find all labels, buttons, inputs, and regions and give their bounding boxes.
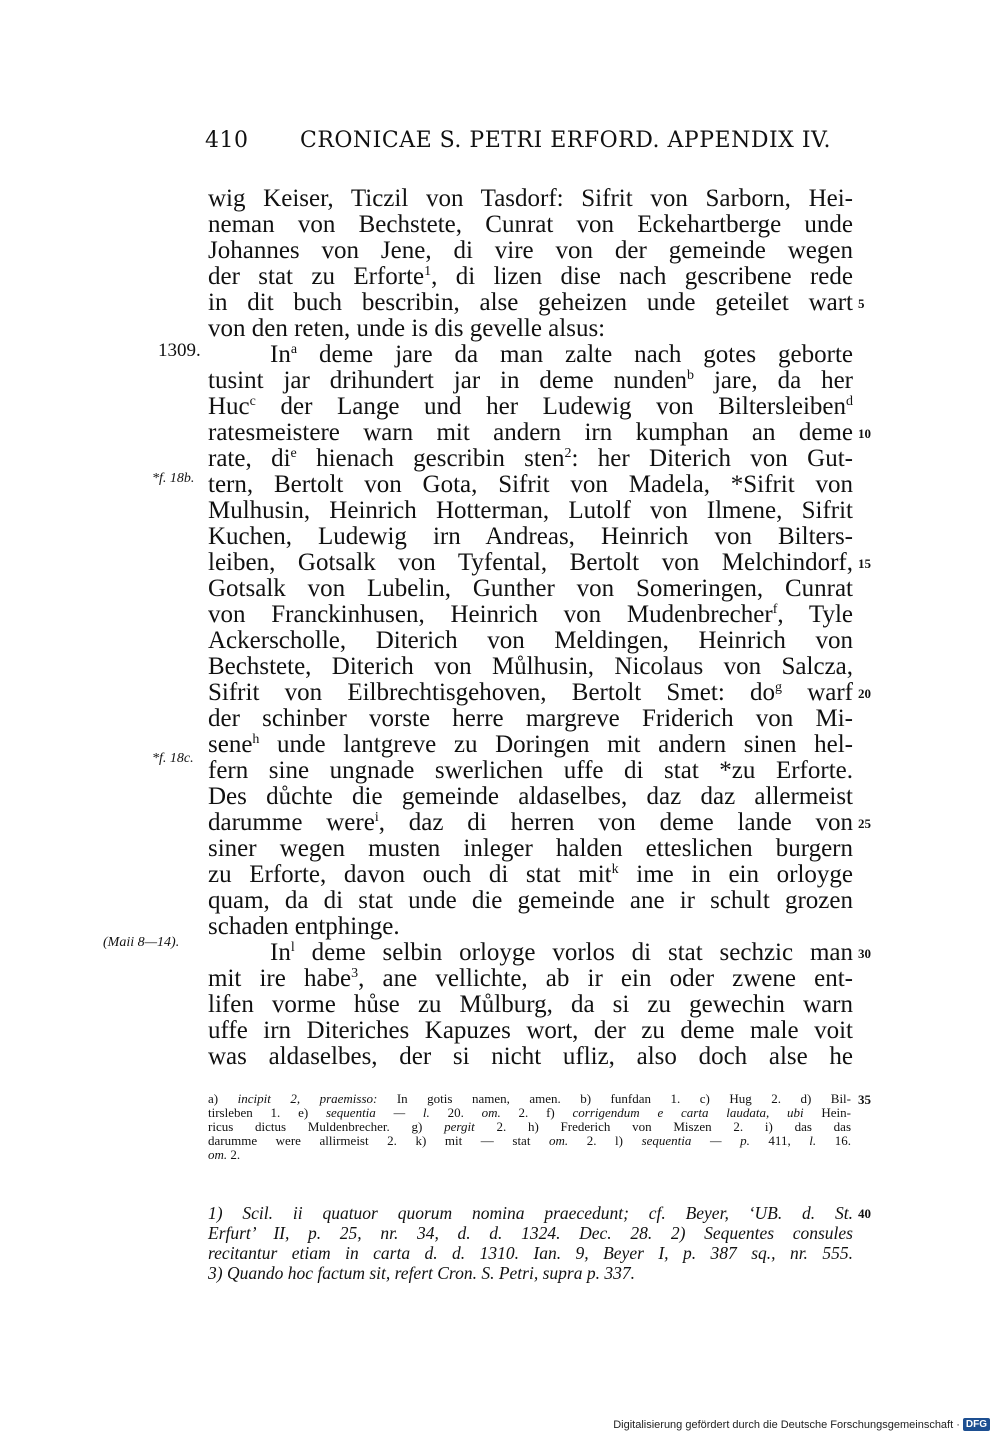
text-line: mit ire habe$^3$, ane vellichte, ab ir ein oder zwene ent-: [208, 965, 853, 992]
margin-date: (Maii 8—14).: [103, 935, 180, 950]
text-line: schaden entphinge.: [208, 913, 400, 940]
text-line: quam, da di stat unde die gemeinde ane ir schult grozen: [208, 887, 853, 914]
line-number: 15: [858, 556, 871, 571]
text-line: von Franckinhusen, Heinrich von Mudenbrecher$^f$, Tyle: [208, 601, 853, 628]
running-head: [205, 128, 831, 153]
text-line: sene$^h$ unde lantgreve zu Doringen mit andern sinen hel-: [208, 731, 853, 758]
text-line: wig Keiser, Ticzil von Tasdorf: Sifrit von Sarborn, Hei-: [208, 185, 853, 212]
text-line: In$^l$ deme selbin orloyge vorlos di stat sechzic man: [270, 939, 853, 966]
line-number: 30: [858, 946, 871, 961]
note-line: 1) Scil. ii quatuor quorum nomina praecedunt; cf. Beyer, ‘UB. d. St.: [208, 1203, 853, 1223]
margin-folio-18b: *f. 18b.: [152, 471, 195, 486]
note-line: Erfurt’ II, p. 25, nr. 34, d. d. 1324. Dec. 28. 2) Sequentes consules: [208, 1223, 853, 1243]
note-line: recitantur etiam in carta d. d. 1310. Ian. 9, Beyer I, p. 387 sq., nr. 555.: [208, 1243, 853, 1263]
text-line: Mulhusin, Heinrich Hotterman, Lutolf von Ilmene, Sifrit: [208, 497, 853, 524]
text-line: Gotsalk von Lubelin, Gunther von Someringen, Cunrat: [208, 575, 853, 602]
text-line: leiben, Gotsalk von Tyfental, Bertolt von Melchindorf,: [208, 549, 853, 576]
margin-year: 1309.: [158, 340, 201, 361]
text-line: rate, $di^e$ hienach gescribin sten$^2$: her Diterich von Gut-: [208, 445, 853, 472]
apparatus-line: om. 2.: [208, 1147, 241, 1162]
text-line: was aldaselbes, der si nicht ufliz, also doch alse he: [208, 1043, 853, 1070]
text-line: der schinber vorste herre margreve Friderich von Mi-: [208, 705, 853, 732]
text-line: lifen vorme hůse zu Můlburg, da si zu gewechin warn: [208, 991, 853, 1018]
margin-folio-18c: *f. 18c.: [152, 751, 194, 766]
apparatus-line: a) incipit 2, praemisso: In gotis namen, amen. b) funfdan 1. c) Hug 2. d) Bil-: [208, 1091, 851, 1106]
credit-text: Digitalisierung gefördert durch die Deutsche Forschungsgemeinschaft ·: [613, 1418, 960, 1431]
line-number: 25: [858, 816, 871, 831]
line-number: 10: [858, 426, 871, 441]
text-line: Huc$^c$ der Lange und her Ludewig von Biltersleiben$^d$: [208, 393, 853, 420]
text-line: ratesmeistere warn mit andern irn kumphan an deme: [208, 419, 853, 446]
text-line: Bechstete, Diterich von Můlhusin, Nicolaus von Salcza,: [208, 653, 853, 680]
text-line: Sifrit von Eilbrechtisgehoven, Bertolt Smet: $do^g$ warf: [208, 679, 853, 706]
line-number: 40: [858, 1206, 871, 1221]
text-line: Des důchte die gemeinde aldaselbes, daz daz allermeist: [208, 783, 853, 810]
text-line: Ackerscholle, Diterich von Meldingen, Heinrich von: [208, 627, 853, 654]
apparatus-line: darumme were allirmeist 2. k) mit — stat om. 2. l) sequentia — p. 411, l. 16.: [208, 1133, 851, 1148]
text-line: darumme were$^i$, daz di herren von deme lande von: [208, 809, 853, 836]
text-line: siner wegen musten inleger halden etteslichen burgern: [208, 835, 853, 862]
text-line: tern, Bertolt von Gota, Sifrit von Madela, *Sifrit von: [208, 471, 853, 498]
text-line: von den reten, unde is dis gevelle alsus:: [208, 315, 606, 342]
running-title: CRONICAE S. PETRI ERFORD. APPENDIX IV.: [300, 128, 832, 153]
text-line: Kuchen, Ludewig irn Andreas, Heinrich von Bilters-: [208, 523, 853, 550]
apparatus-line: tirsleben 1. e) sequentia — l. 20. om. 2. f) corrigendum e carta laudata, ubi Hein-: [208, 1105, 851, 1120]
text-line: In$^a$ deme jare da man zalte nach gotes geborte: [270, 341, 853, 368]
text-line: zu Erforte, davon ouch di stat mit$^k$ ime in ein orloyge: [208, 861, 853, 888]
text-line: der stat zu Erforte$^1$, di lizen dise nach gescribene rede: [208, 263, 853, 290]
page-number: 410: [205, 128, 249, 153]
digitization-credit: [613, 1418, 990, 1431]
note-line: 3) Quando hoc factum sit, refert Cron. S. Petri, supra p. 337.: [208, 1263, 635, 1283]
text-line: tusint jar drihundert jar in deme nunden$^b$ jare, da her: [208, 367, 853, 394]
dfg-logo: DFG: [963, 1418, 990, 1431]
text-line: fern sine ungnade swerlichen uffe di stat *zu Erforte.: [208, 757, 853, 784]
line-number: 5: [858, 296, 865, 311]
line-number: 35: [858, 1092, 871, 1107]
text-line: in dit buch bescribin, alse geheizen unde geteilet wart: [208, 289, 853, 316]
line-number: 20: [858, 686, 871, 701]
text-line: uffe irn Diteriches Kapuzes wort, der zu deme male voit: [208, 1017, 853, 1044]
text-line: neman von Bechstete, Cunrat von Eckehartberge unde: [208, 211, 853, 238]
apparatus-line: ricus dictus Muldenbrecher. g) pergit 2. h) Frederich von Miszen 2. i) das das: [208, 1119, 852, 1134]
text-line: Johannes von Jene, di vire von der gemeinde wegen: [208, 237, 853, 264]
